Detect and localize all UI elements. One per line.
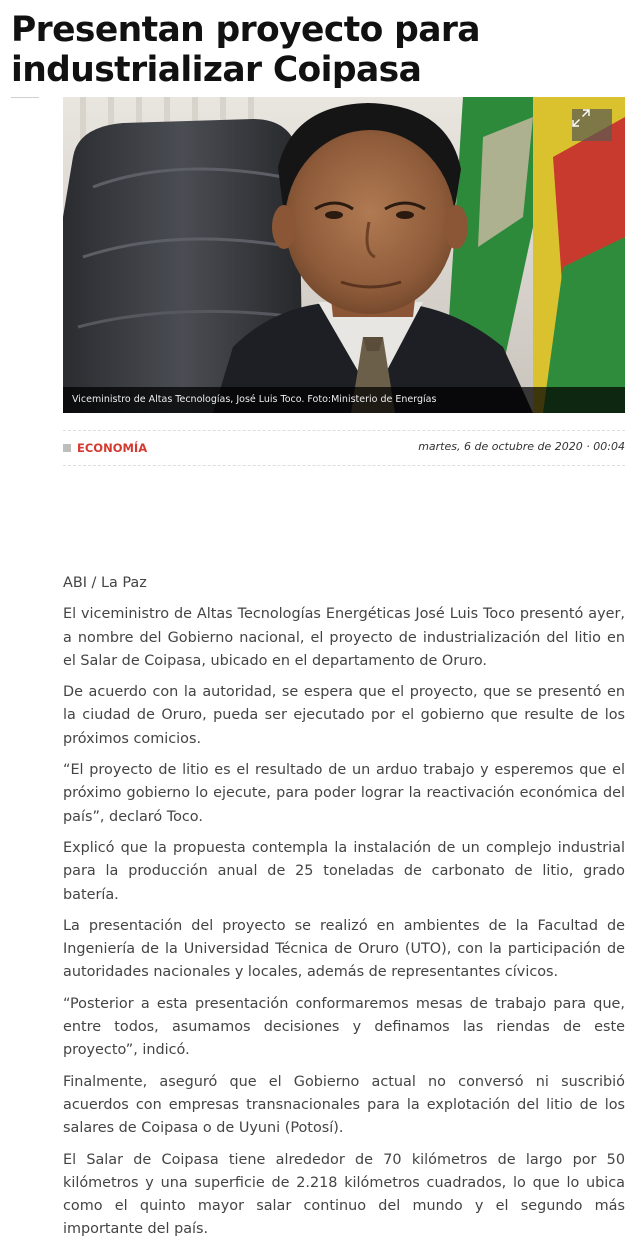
headline-divider bbox=[11, 97, 39, 98]
paragraph: El Salar de Coipasa tiene alrededor de 70 kilómetros de largo por 50 kilómetros y una superficie de 2.218 kilómetros cuadrados, lo que lo ubica como el quinto mayor salar continuo del mundo y el segundo más importante del país. bbox=[63, 1151, 625, 1238]
paragraph: Finalmente, aseguró que el Gobierno actual no conversó ni suscribió acuerdos con empresas transnacionales para la explotación del litio de los salares de Coipasa o de Uyuni (Potosí). bbox=[63, 1073, 625, 1137]
photo-caption: Viceministro de Altas Tecnologías, José Luis Toco. Foto:Ministerio de Energías bbox=[72, 394, 437, 405]
photo-illustration bbox=[63, 97, 625, 413]
article-headline: Presentan proyecto para industrializar Coipasa bbox=[11, 10, 480, 90]
paragraph: Explicó que la propuesta contempla la instalación de un complejo industrial para la producción anual de 25 toneladas de carbonato de litio, grado batería. bbox=[63, 839, 625, 903]
publish-date: martes, 6 de octubre de 2020 · 00:04 bbox=[418, 440, 625, 453]
category-link[interactable]: ECONOMÍA bbox=[77, 441, 148, 455]
paragraph: El viceministro de Altas Tecnologías Energéticas José Luis Toco presentó ayer, a nombre del Gobierno nacional, el proyecto de industrialización del litio en el Salar de Coipasa, ubicado en el departamento de Oruro. bbox=[63, 606, 625, 669]
article-photo[interactable] bbox=[63, 97, 625, 413]
paragraph: La presentación del proyecto se realizó en ambientes de la Facultad de Ingeniería de la Universidad Técnica de Oruro (UTO), con la participación de autoridades nacionales y locales, además de representantes cívicos. bbox=[63, 917, 625, 981]
category-marker bbox=[63, 444, 71, 452]
article-meta bbox=[63, 430, 625, 466]
photo-caption-bar bbox=[63, 387, 625, 413]
dateline: ABI / La Paz bbox=[63, 575, 147, 591]
article-body bbox=[63, 572, 625, 1250]
expand-photo-button[interactable] bbox=[572, 109, 612, 141]
paragraph: “Posterior a esta presentación conformaremos mesas de trabajo para que, entre todos, asumamos decisiones y definamos las riendas de este proyecto”, indicó. bbox=[63, 995, 625, 1059]
expand-icon bbox=[572, 109, 590, 127]
paragraph: “El proyecto de litio es el resultado de un arduo trabajo y esperemos que el próximo gobierno lo ejecute, para poder lograr la reactivación económica del país”, declaró Toco. bbox=[63, 762, 625, 825]
paragraph: De acuerdo con la autoridad, se espera que el proyecto, que se presentó en la ciudad de Oruro, pueda ser ejecutado por el gobierno que resulte de los próximos comicios. bbox=[63, 684, 625, 747]
